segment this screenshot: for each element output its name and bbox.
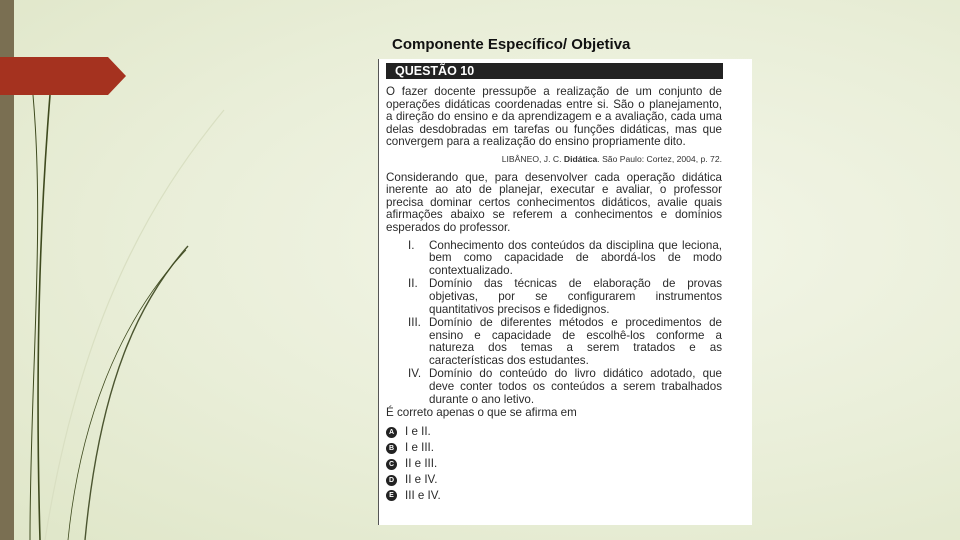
option-text: II e IV.: [405, 472, 438, 486]
option-text: I e III.: [405, 441, 434, 455]
citation-author: LIBÂNEO, J. C.: [501, 153, 562, 164]
option-text: III e IV.: [405, 488, 441, 502]
question-intro: O fazer docente pressupõe a realização de um conjunto de operações didáticas coordenadas entre si. São o planejamento, a direção do ensino e da aprendizagem e a avaliação, cada uma delas desdobradas em tarefas ou funções didáticas, mas que convergem para a realização do ensino propriamente dito.: [386, 85, 722, 149]
statement-text: Domínio das técnicas de elaboração de provas objetivas, por se configurarem instrumentos quantitativos precisos e fidedignos.: [429, 277, 722, 316]
title-accent-tab: [0, 57, 126, 95]
citation-work: Didática: [563, 153, 598, 164]
slide-title: Componente Específico/ Objetiva: [392, 36, 631, 53]
statement-item: [386, 368, 722, 406]
statement-item: [386, 240, 722, 278]
statement-item: [386, 278, 722, 316]
option-letter-badge: A: [386, 427, 397, 438]
statement-list: [386, 240, 722, 407]
citation-rest: . São Paulo: Cortez, 2004, p. 72.: [597, 153, 722, 164]
answer-options: [386, 425, 722, 504]
question-document: [378, 59, 752, 525]
answer-option-e[interactable]: [386, 488, 722, 504]
statement-text: Conhecimento dos conteúdos da disciplina que leciona, bem como capacidade de abordá-los de modo contextualizado.: [429, 238, 722, 277]
option-letter-badge: C: [386, 459, 397, 470]
option-text: II e III.: [405, 457, 438, 471]
option-letter-badge: B: [386, 443, 397, 454]
statement-number: IV.: [408, 367, 422, 381]
answer-option-d[interactable]: [386, 472, 722, 488]
question-prompt: Considerando que, para desenvolver cada operação didática inerente ao ato de planejar, executar e avaliar, o professor precisa dominar certos conhecimentos didáticos, avalie quais afirmações abaixo se referem a conhecimentos e domínios esperados do professor.: [386, 170, 722, 234]
statement-text: Domínio de diferentes métodos e procedimentos de ensino e capacidade de escolhê-los conforme a natureza dos temas a serem tratados e as características dos estudantes.: [429, 316, 722, 367]
statement-text: Domínio do conteúdo do livro didático adotado, que deve conter todos os conteúdos a serem trabalhados durante o ano letivo.: [429, 367, 722, 406]
statement-number: II.: [408, 277, 418, 291]
answer-option-a[interactable]: [386, 425, 722, 441]
citation: [386, 153, 722, 166]
statement-item: [386, 317, 722, 367]
question-ask: É correto apenas o que se afirma em: [386, 406, 577, 420]
statement-number: III.: [408, 316, 421, 330]
option-letter-badge: D: [386, 475, 397, 486]
option-text: I e II.: [405, 425, 431, 439]
option-letter-badge: E: [386, 490, 397, 501]
answer-option-c[interactable]: [386, 456, 722, 472]
statement-number: I.: [408, 238, 415, 252]
question-header: QUESTÃO 10: [386, 63, 723, 79]
answer-option-b[interactable]: [386, 441, 722, 457]
